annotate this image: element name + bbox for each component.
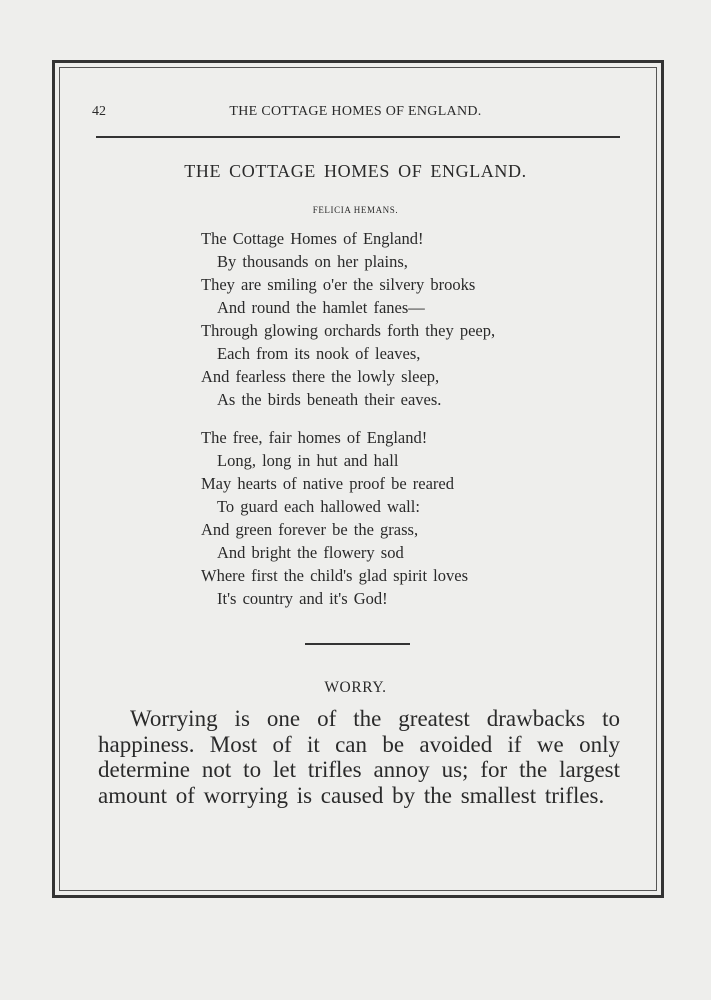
- poem-line: It's country and it's God!: [217, 589, 388, 608]
- poem-line: Where first the child's glad spirit loves: [201, 566, 468, 585]
- poem-line: And round the hamlet fanes—: [217, 298, 425, 317]
- poem-line: Long, long in hut and hall: [217, 451, 399, 470]
- poem-line: And fearless there the lowly sleep,: [201, 367, 440, 386]
- poem-stanza-1: [201, 227, 495, 411]
- poem-line: And green forever be the grass,: [201, 520, 419, 539]
- poem-line: And bright the flowery sod: [217, 543, 404, 562]
- poem-line: The free, fair homes of England!: [201, 428, 428, 447]
- header-rule: [96, 136, 620, 138]
- worry-paragraph: Worrying is one of the greatest drawbacks to happiness. Most of it can be avoided if we only determine not to let trifles annoy us; for the largest amount of worrying is caused by the smallest trifles.: [98, 706, 620, 809]
- page-number: 42: [92, 104, 106, 119]
- poem-author: FELICIA HEMANS.: [312, 205, 399, 215]
- poem-line: The Cottage Homes of England!: [201, 229, 424, 248]
- poem-line: By thousands on her plains,: [217, 252, 408, 271]
- poem-line: May hearts of native proof be reared: [201, 474, 454, 493]
- worry-title: WORRY.: [324, 679, 387, 696]
- poem-line: Each from its nook of leaves,: [217, 344, 421, 363]
- poem-stanza-2: [201, 426, 468, 610]
- section-divider: [305, 643, 410, 645]
- poem-line: To guard each hallowed wall:: [217, 497, 420, 516]
- poem-line: They are smiling o'er the silvery brooks: [201, 275, 476, 294]
- poem-title: THE COTTAGE HOMES OF ENGLAND.: [184, 161, 527, 181]
- running-title: THE COTTAGE HOMES OF ENGLAND.: [229, 104, 482, 119]
- poem-line: Through glowing orchards forth they peep,: [201, 321, 496, 340]
- poem-line: As the birds beneath their eaves.: [217, 390, 442, 409]
